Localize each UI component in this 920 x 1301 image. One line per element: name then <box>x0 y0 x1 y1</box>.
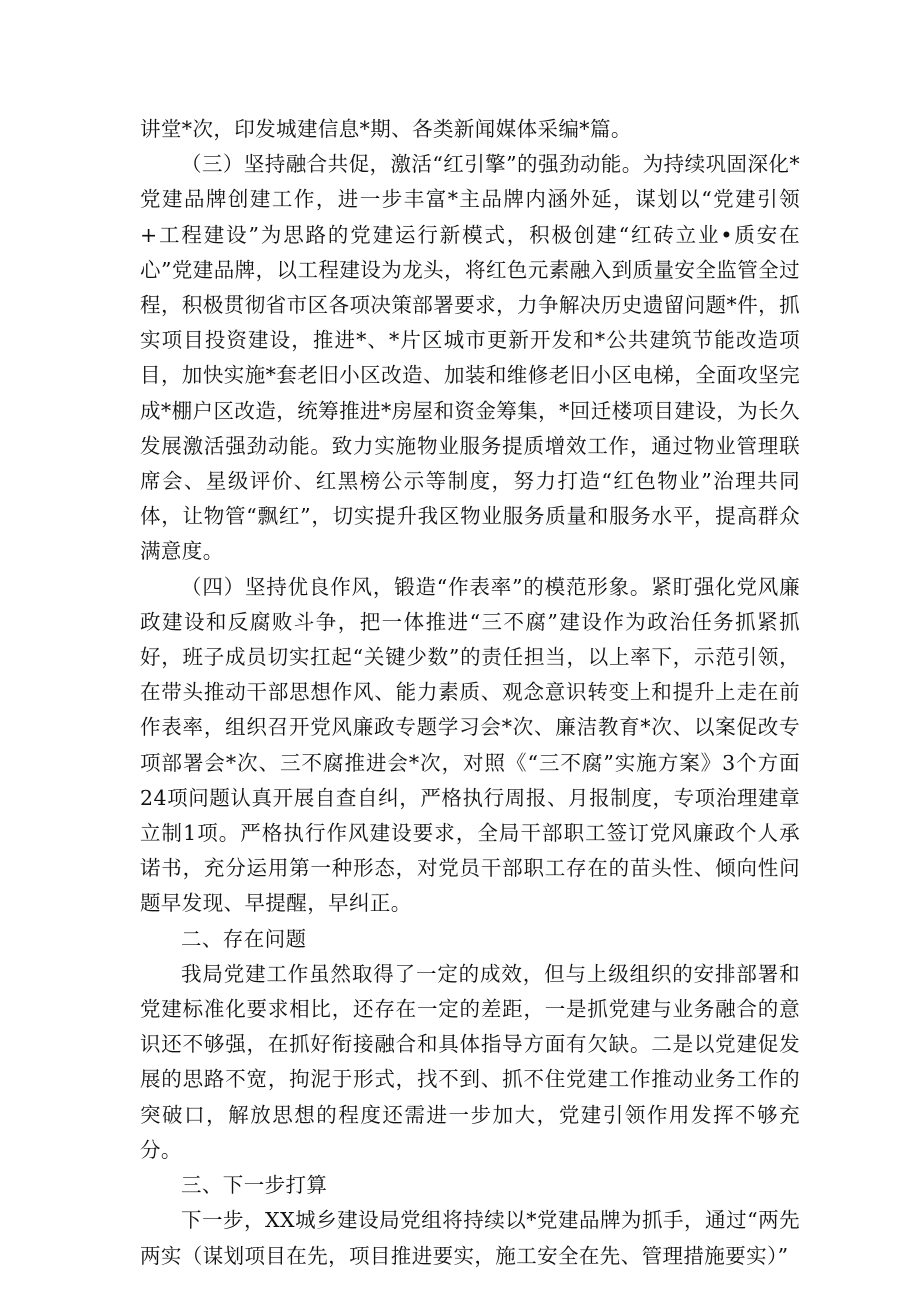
document-page <box>140 112 800 1274</box>
paragraph-continuation: 讲堂*次，印发城建信息*期、各类新闻媒体采编*篇。 <box>140 117 632 141</box>
paragraph-problems: 我局党建工作虽然取得了一定的成效，但与上级组织的安排部署和党建标准化要求相比，还存在一定的差距，一是抓党建与业务融合的意识还不够强，在抓好衔接融合和具体指导方面有欠缺。二是以党建促发展的思路不宽，拘泥于形式，找不到、抓不住党建工作推动业务工作的突破口，解放思想的程度还需进一步加大，党建引领作用发挥不够充分。 <box>140 961 800 1162</box>
heading-existing-problems: 二、存在问题 <box>181 926 307 951</box>
paragraph-section-four: （四）坚持优良作风，锻造“作表率”的模范形象。紧盯强化党风廉政建设和反腐败斗争，把一体推进“三不腐”建设作为政治任务抓紧抓好，班子成员切实扛起“关键少数”的责任担当，以上率下，示范引领，在带头推动干部思想作风、能力素质、观念意识转变上和提升上走在前作表率，组织召开党风廉政专题学习会*次、廉洁教育*次、以案促改专项部署会*次、三不腐推进会*次，对照《“三不腐”实施方案》3个方面24项问题认真开展自查自纠，严格执行周报、月报制度，专项治理建章立制1项。严格执行作风建设要求，全局干部职工签订党风廉政个人承诺书，充分运用第一种形态，对党员干部职工存在的苗头性、倾向性问题早发现、早提醒，早纠正。 <box>140 574 800 916</box>
heading-next-steps: 三、下一步打算 <box>181 1173 328 1198</box>
paragraph-section-three: （三）坚持融合共促，激活“红引擎”的强劲动能。为持续巩固深化*党建品牌创建工作，进一步丰富*主品牌内涵外延，谋划以“党建引领+工程建设”为思路的党建运行新模式，积极创建“红砖立业•质安在心”党建品牌，以工程建设为龙头，将红色元素融入到质量安全监管全过程，积极贯彻省市区各项决策部署要求，力争解决历史遗留问题*件，抓实项目投资建设，推进*、*片区城市更新开发和*公共建筑节能改造项目，加快实施*套老旧小区改造、加装和维修老旧小区电梯，全面攻坚完成*棚户区改造，统筹推进*房屋和资金筹集，*回迁楼项目建设，为长久发展激活强劲动能。致力实施物业服务提质增效工作，通过物业管理联席会、星级评价、红黑榜公示等制度，努力打造“红色物业”治理共同体，让物管“飘红”，切实提升我区物业服务质量和服务水平，提高群众满意度。 <box>140 152 800 564</box>
paragraph-next-steps: 下一步，XX城乡建设局党组将持续以*党建品牌为抓手，通过“两先两实（谋划项目在先，项目推进要实，施工安全在先、管理措施要实）” <box>140 1208 800 1268</box>
